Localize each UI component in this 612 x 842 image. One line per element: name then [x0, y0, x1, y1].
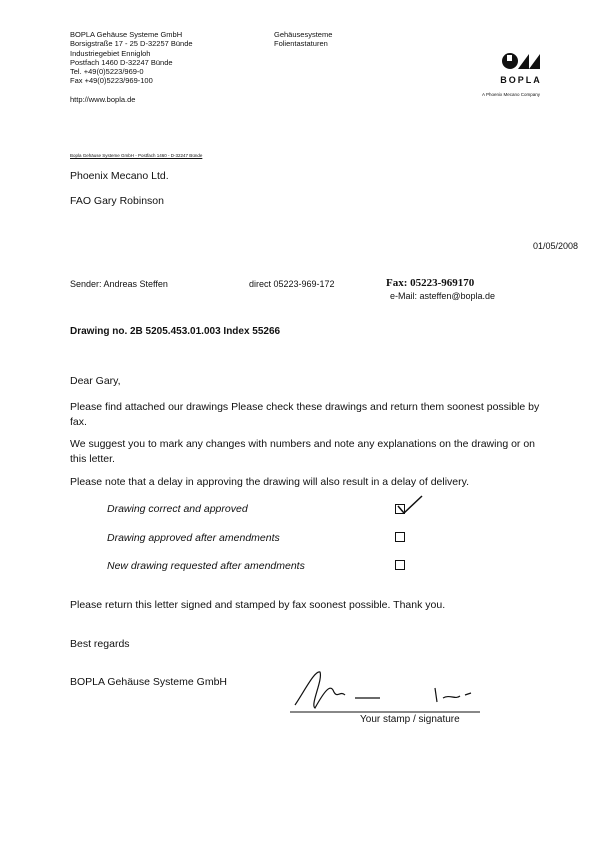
address-line: BOPLA Gehäuse Systeme GmbH — [70, 30, 183, 39]
option-label: Drawing approved after amendments — [107, 532, 280, 544]
bopla-logo — [496, 52, 546, 85]
division-block — [274, 30, 332, 49]
address-line: Industriegebiet Ennigloh — [70, 48, 151, 58]
option-checkbox[interactable] — [395, 560, 405, 570]
regards: Best regards — [70, 638, 130, 650]
signature-caption: Your stamp / signature — [360, 714, 460, 725]
recipient-company: Phoenix Mecano Ltd. — [70, 170, 169, 182]
direct-phone: direct 05223-969-172 — [249, 279, 335, 289]
handwritten-signature — [285, 660, 495, 715]
return-address: Bopla Gehäuse Systeme GmbH - Postfach 1460 - D-32247 Bünde — [70, 153, 203, 158]
option-checkbox[interactable] — [395, 532, 405, 542]
body-paragraph: We suggest you to mark any changes with numbers and note any explanations on the drawing or on this letter. — [70, 438, 536, 465]
checkmark-icon — [396, 494, 424, 516]
email-address[interactable]: e-Mail: asteffen@bopla.de — [390, 291, 496, 301]
division-line: Folientastaturen — [274, 39, 328, 49]
company-signoff: BOPLA Gehäuse Systeme GmbH — [70, 676, 227, 688]
address-line: Tel. +49(0)5223/969-0 — [70, 67, 144, 77]
sender-name: Sender: Andreas Steffen — [70, 279, 168, 289]
fax-number: Fax: 05223-969170 — [386, 277, 475, 289]
body-paragraph: Please find attached our drawings Please check these drawings and return them soonest possible by fax. — [70, 401, 540, 428]
division-line: Gehäusesysteme — [274, 30, 333, 39]
logo-mark-icon — [501, 52, 541, 70]
sender-address-block — [70, 30, 193, 104]
website-link[interactable]: http://www.bopla.de — [70, 94, 136, 104]
closing-note: Please return this letter signed and stamped by fax soonest possible. Thank you. — [70, 599, 446, 611]
recipient-attention: FAO Gary Robinson — [70, 195, 164, 207]
option-label: Drawing correct and approved — [107, 503, 248, 515]
body-paragraph: Please note that a delay in approving the drawing will also result in a delay of delivery. — [70, 476, 470, 488]
logo-tagline: A Phoenix Mecano Company — [482, 92, 541, 97]
option-label: New drawing requested after amendments — [107, 560, 305, 572]
address-line: Fax +49(0)5223/969-100 — [70, 76, 153, 86]
address-line: Borsigstraße 17 - 25 D-32257 Bünde — [70, 39, 193, 49]
letter-date: 01/05/2008 — [533, 241, 579, 251]
salutation: Dear Gary, — [70, 375, 121, 387]
subject-line: Drawing no. 2B 5205.453.01.003 Index 55266 — [70, 326, 281, 337]
address-line: Postfach 1460 D-32247 Bünde — [70, 57, 173, 67]
logo-text: BOPLA — [500, 75, 542, 85]
